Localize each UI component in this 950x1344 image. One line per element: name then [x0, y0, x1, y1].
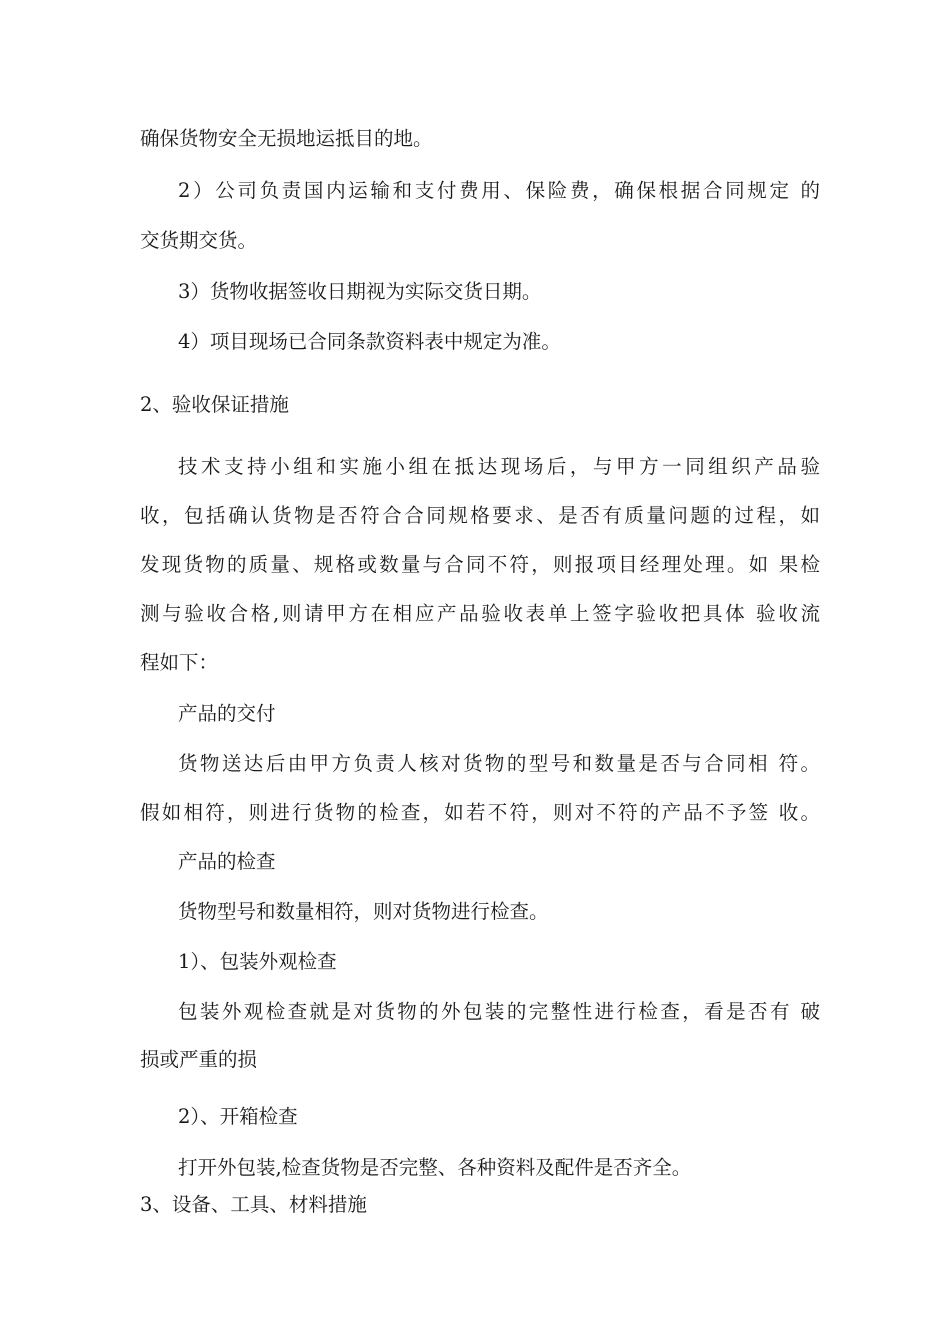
paragraph-line: 技术支持小组和实施小组在抵达现场后，与甲方一同组织产品验	[178, 455, 820, 478]
section-heading: 2、验收保证措施	[140, 393, 289, 416]
paragraph-line: 收，包括确认货物是否符合合同规格要求、是否有质量问题的过程，如	[140, 504, 820, 527]
section-heading: 3、设备、工具、材料措施	[140, 1193, 367, 1216]
paragraph-line: 损或严重的损	[140, 1048, 258, 1071]
subheading: 产品的检查	[178, 850, 276, 873]
subheading: 1）、包装外观检查	[178, 950, 337, 973]
paragraph-line: 打开外包装,检查货物是否完整、各种资料及配件是否齐全。	[178, 1156, 692, 1179]
subheading: 产品的交付	[178, 702, 276, 725]
subheading: 2）、开箱检查	[178, 1105, 298, 1128]
paragraph-line: 测与验收合格,则请甲方在相应产品验收表单上签字验收把具体 验收流	[140, 602, 820, 625]
paragraph-line: 3）货物收据签收日期视为实际交货日期。	[178, 280, 542, 303]
paragraph-line: 货物送达后由甲方负责人核对货物的型号和数量是否与合同相 符。	[178, 752, 820, 775]
paragraph-line: 4）项目现场已合同条款资料表中规定为准。	[178, 330, 561, 353]
paragraph-line: 确保货物安全无损地运抵目的地。	[140, 127, 433, 150]
paragraph-line: 交货期交货。	[140, 229, 258, 252]
paragraph-line: 假如相符，则进行货物的检查，如若不符，则对不符的产品不予签 收。	[140, 801, 820, 824]
paragraph-line: 2）公司负责国内运输和支付费用、保险费，确保根据合同规定 的	[178, 179, 820, 202]
paragraph-line: 货物型号和数量相符，则对货物进行检查。	[178, 900, 549, 923]
paragraph-line: 包装外观检查就是对货物的外包装的完整性进行检查，看是否有 破	[178, 1000, 820, 1023]
paragraph-line: 发现货物的质量、规格或数量与合同不符，则报项目经理处理。如 果检	[140, 553, 820, 576]
paragraph-line: 程如下：	[140, 651, 219, 674]
